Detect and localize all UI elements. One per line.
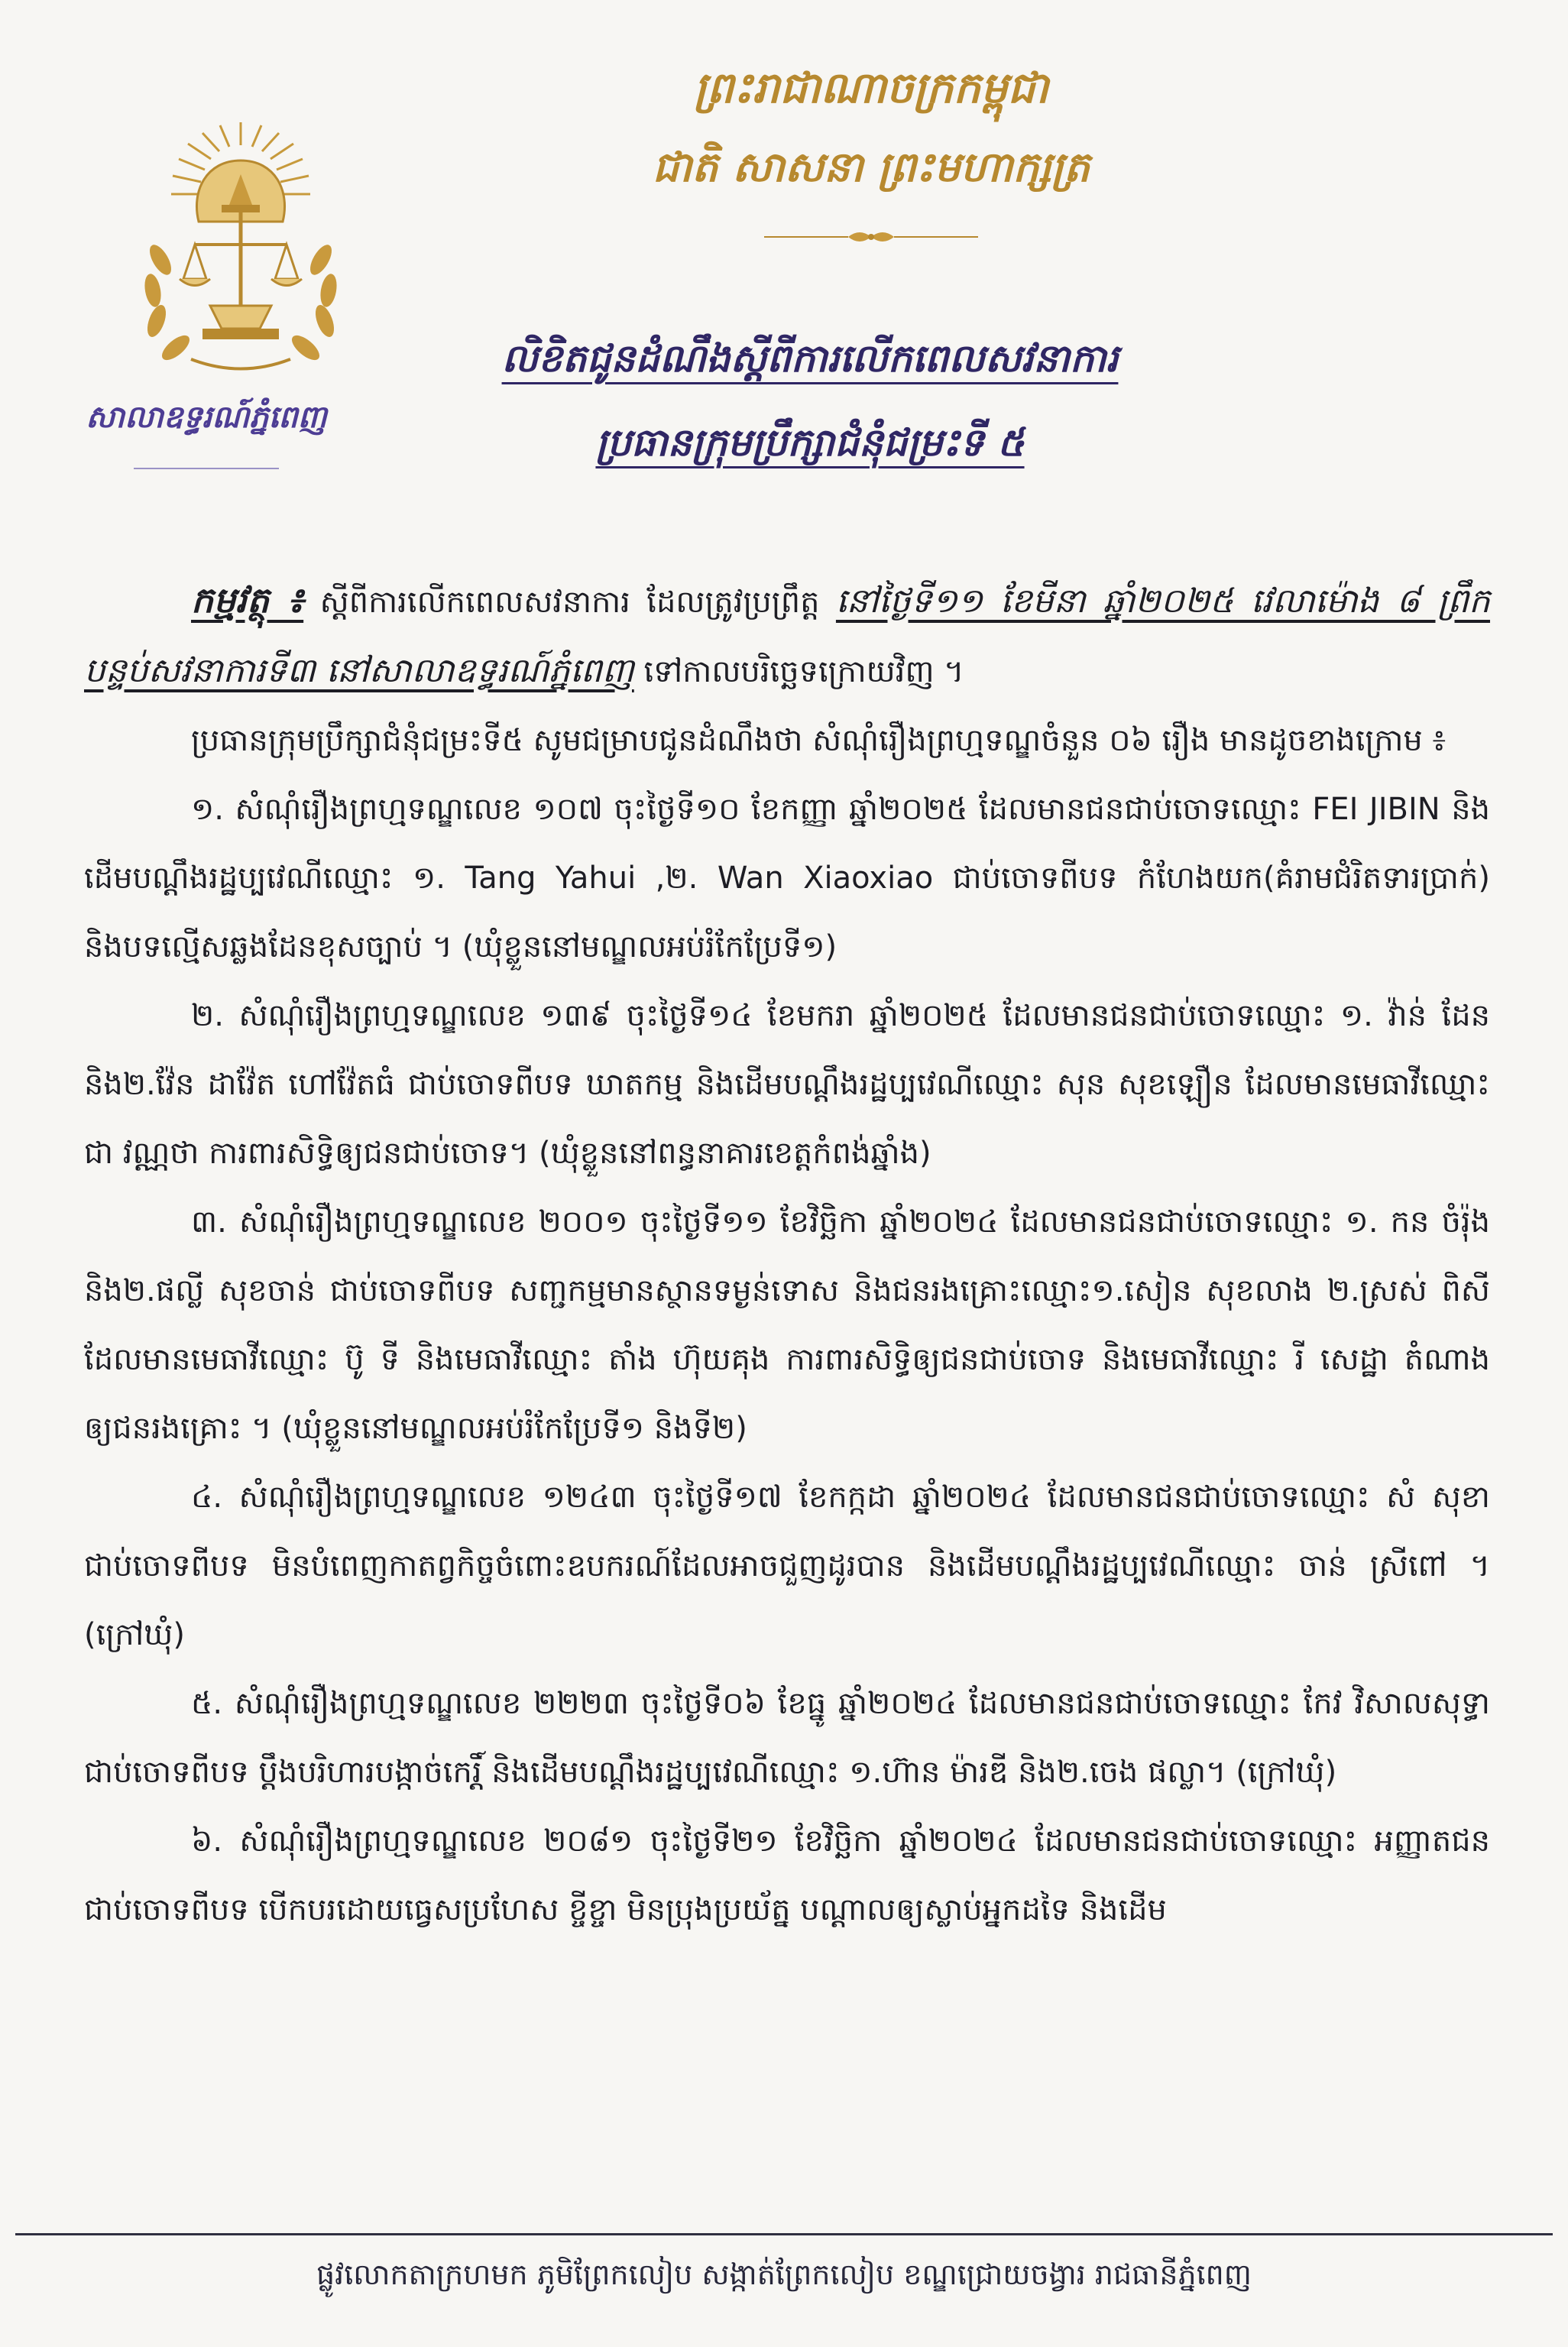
subject-paragraph <box>84 566 1490 706</box>
case-item-4: ៤. សំណុំរឿងព្រហ្មទណ្ឌលេខ ១២៤៣ ចុះថ្ងៃទី១៧ ខែកក្កដា ឆ្នាំ២០២៤ ដែលមានជនជាប់ចោទឈ្មោះ សំ សុខា ជាប់ចោទពីបទ មិនបំពេញកាតព្វកិច្ចចំពោះឧបករណ៍ដែលអាចជួញដូរបាន និងដើមបណ្តឹងរដ្ឋប្បវេណីឈ្មោះ ចាន់ ស្រីពៅ ។ (ក្រៅឃុំ) <box>84 1480 1490 1652</box>
subject-emphasis: នៅថ្ងៃទី១១ ខែមីនា ឆ្នាំ២០២៥ វេលាម៉ោង ៨ ព្រឹក បន្ទប់សវនាការទី៣ នៅសាលាឧទ្ធរណ៍ភ្នំពេញ <box>84 582 1491 690</box>
case-item-1: ១. សំណុំរឿងព្រហ្មទណ្ឌលេខ ១០៧ ចុះថ្ងៃទី១០ ខែកញ្ញា ឆ្នាំ២០២៥ ដែលមានជនជាប់ចោទឈ្មោះ FEI JIBIN និងដើមបណ្តឹងរដ្ឋប្បវេណីឈ្មោះ ១. Tang Yahui ,២. Wan Xiaoxiao ជាប់ចោទពីបទ កំហែងយក(គំរាមជំរិតទារប្រាក់) និងបទល្មើសឆ្លងដែនខុសច្បាប់ ។ (ឃុំខ្លួននៅមណ្ឌលអប់រំកែប្រែទី១) <box>84 792 1490 964</box>
court-emblem-icon <box>115 115 367 382</box>
national-motto: ជាតិ សាសនា ព្រះមហាក្សត្រ <box>652 142 1090 191</box>
ornament-divider-icon <box>756 228 986 246</box>
case-item-5: ៥. សំណុំរឿងព្រហ្មទណ្ឌលេខ ២២២៣ ចុះថ្ងៃទី០៦ ខែធ្នូ ឆ្នាំ២០២៤ ដែលមានជនជាប់ចោទឈ្មោះ កែវ វិសាលសុទ្ធា ជាប់ចោទពីបទ ប្តឹងបរិហារបង្កាច់កេរ្តិ៍ និងដើមបណ្តឹងរដ្ឋប្បវេណីឈ្មោះ ១.ហ៊ាន ម៉ារឌី និង២.ចេង ផល្លា។ (ក្រៅឃុំ) <box>84 1686 1490 1790</box>
document-body <box>84 566 1490 1944</box>
subject-label: កម្មវត្ថុ ៖ <box>191 579 304 621</box>
subject-text: ស្តីពីការលើកពេលសវនាការ ដែលត្រូវប្រព្រឹត្ត <box>319 585 820 620</box>
footer-address: ផ្លូវលោកតាក្រហមក ភូមិព្រែកលៀប សង្កាត់ព្រែកលៀប ខណ្ឌជ្រោយចង្វារ រាជធានីភ្នំពេញ <box>316 2258 1252 2291</box>
kingdom-title: ព្រះរាជាណាចក្រកម្ពុជា <box>693 63 1049 113</box>
case-item-2: ២. សំណុំរឿងព្រហ្មទណ្ឌលេខ ១៣៩ ចុះថ្ងៃទី១៤ ខែមករា ឆ្នាំ២០២៥ ដែលមានជនជាប់ចោទឈ្មោះ ១. វ៉ាន់ ដែន និង២.វ៉ែន ដាវ៉ែត ហៅវ៉ែតធំ ជាប់ចោទពីបទ ឃាតកម្ម និងដើមបណ្តឹងរដ្ឋប្បវេណីឈ្មោះ សុន សុខឡឿន ដែលមានមេធាវីឈ្មោះ ជា វណ្ណថា ការពារសិទ្ធិឲ្យជនជាប់ចោទ។ (ឃុំខ្លួននៅពន្ធនាគារខេត្តកំពង់ឆ្នាំង) <box>84 998 1490 1171</box>
court-name: សាលាឧទ្ធរណ៍ភ្នំពេញ <box>86 399 327 435</box>
intro-paragraph: ប្រធានក្រុមប្រឹក្សាជំនុំជម្រះទី៥ សូមជម្រាបជូនដំណឹងថា សំណុំរឿងព្រហ្មទណ្ឌចំនួន ០៦ រឿង មានដូចខាងក្រោម ៖ <box>191 723 1447 758</box>
case-item-6: ៦. សំណុំរឿងព្រហ្មទណ្ឌលេខ ២០៨១ ចុះថ្ងៃទី២១ ខែវិច្ឆិកា ឆ្នាំ២០២៤ ដែលមានជនជាប់ចោទឈ្មោះ អញ្ញាតជន ជាប់ចោទពីបទ បើកបរដោយធ្វេសប្រហែស ខ្ចីខ្ចា មិនប្រុងប្រយ័ត្ន បណ្តាលឲ្យស្លាប់អ្នកដទៃ និងដើម <box>84 1823 1490 1927</box>
subject-tail: ទៅកាលបរិច្ឆេទក្រោយវិញ ។ <box>643 654 964 689</box>
document-title: លិខិតជូនដំណឹងស្តីពីការលើកពេលសវនាការ <box>501 336 1119 381</box>
document-subtitle: ប្រធានក្រុមប្រឹក្សាជំនុំជម្រះទី ៥ <box>595 420 1025 465</box>
case-item-3: ៣. សំណុំរឿងព្រហ្មទណ្ឌលេខ ២០០១ ចុះថ្ងៃទី១១ ខែវិច្ឆិកា ឆ្នាំ២០២៤ ដែលមានជនជាប់ចោទឈ្មោះ ១. កន ចំរ៉ុង និង២.ផល្លី សុខចាន់ ជាប់ចោទពីបទ សញ្ជកម្មមានស្ថានទម្ងន់ទោស និងជនរងគ្រោះឈ្មោះ១.សៀន សុខលាង ២.ស្រស់ ពិសី ដែលមានមេធាវីឈ្មោះ ប៊ូ ទី និងមេធាវីឈ្មោះ តាំង ហ៊ុយគុង ការពារសិទ្ធិឲ្យជនជាប់ចោទ និងមេធាវីឈ្មោះ រី សេដ្ឋា តំណាងឲ្យជនរងគ្រោះ ។ (ឃុំខ្លួននៅមណ្ឌលអប់រំកែប្រែទី១ និងទី២) <box>84 1204 1490 1446</box>
court-name-underline <box>134 468 279 469</box>
footer-divider <box>15 2233 1553 2235</box>
